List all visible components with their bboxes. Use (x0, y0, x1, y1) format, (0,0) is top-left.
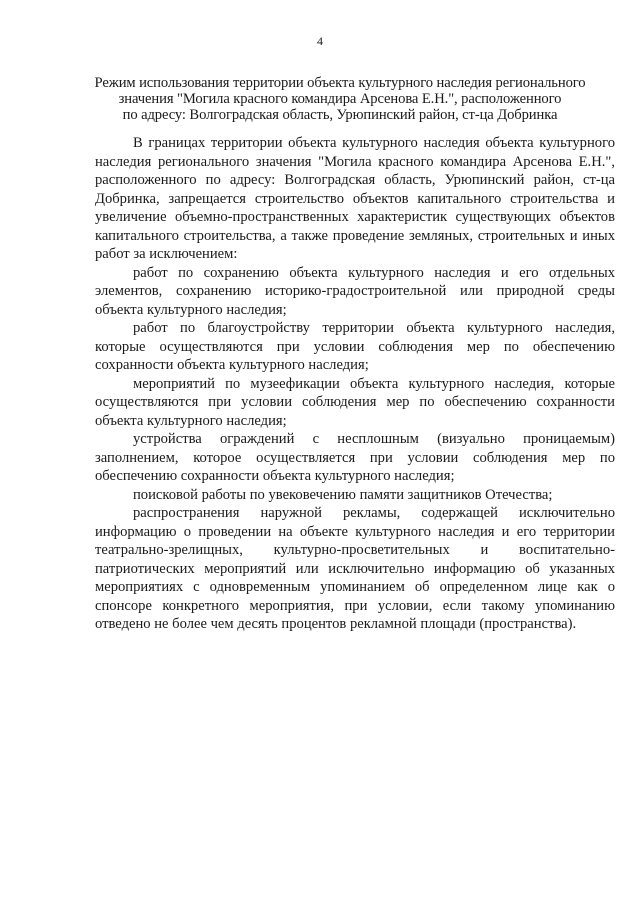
title-line-3: по адресу: Волгоградская область, Урюпинский район, ст-ца Добринка (122, 107, 558, 123)
intro-paragraph: В границах территории объекта культурного наследия объекта культурного наследия регионального значения "Могила красного командира Арсенова Е.Н.", расположенного по адресу: Волгоградская область, Урюпинский район, ст-ца Добринка, запрещается строительство объектов капитального строительства и увеличение объемно-пространственных характеристик существующих объектов капитального строительства, а также проведение земляных, строительных и иных работ за исключением: (95, 135, 615, 262)
exception-item-museumification: мероприятий по музеефикации объекта культурного наследия, которые осуществляются при условии соблюдения мер по обеспечению сохранности объекта культурного наследия; (95, 375, 615, 429)
exception-item-fencing: устройства ограждений с несплошным (визуально проницаемым) заполнением, которое осуществляется при условии соблюдения мер по обеспечению сохранности объекта культурного наследия; (95, 431, 615, 484)
exception-item-search-work: поисковой работы по увековечению памяти защитников Отечества; (133, 486, 553, 503)
exception-item-preservation: работ по сохранению объекта культурного наследия и его отдельных элементов, сохранению историко-градостроительной или природной среды объекта культурного наследия; (95, 264, 615, 318)
document-title (80, 75, 600, 123)
title-line-2: значения "Могила красного командира Арсенова Е.Н.", расположенного (118, 91, 562, 107)
document-body (95, 134, 615, 634)
exception-item-landscaping: работ по благоустройству территории объекта культурного наследия, которые осуществляются при условии соблюдения мер по обеспечению сохранности объекта культурного наследия; (95, 320, 615, 373)
page-number: 4 (317, 34, 323, 48)
exception-item-advertising: распространения наружной рекламы, содержащей исключительно информацию о проведении на объекте культурного наследия и его территории театрально-зрелищных, культурно-просветительных и воспитательно-патриотических мероприятий или исключительно информацию об указанных мероприятиях с одновременным упоминанием об определенном лице как о спонсоре конкретного мероприятия, при условии, если такому упоминанию отведено не более чем десять процентов рекламной площади (пространства). (95, 505, 615, 632)
title-line-1: Режим использования территории объекта культурного наследия регионального (94, 75, 586, 91)
